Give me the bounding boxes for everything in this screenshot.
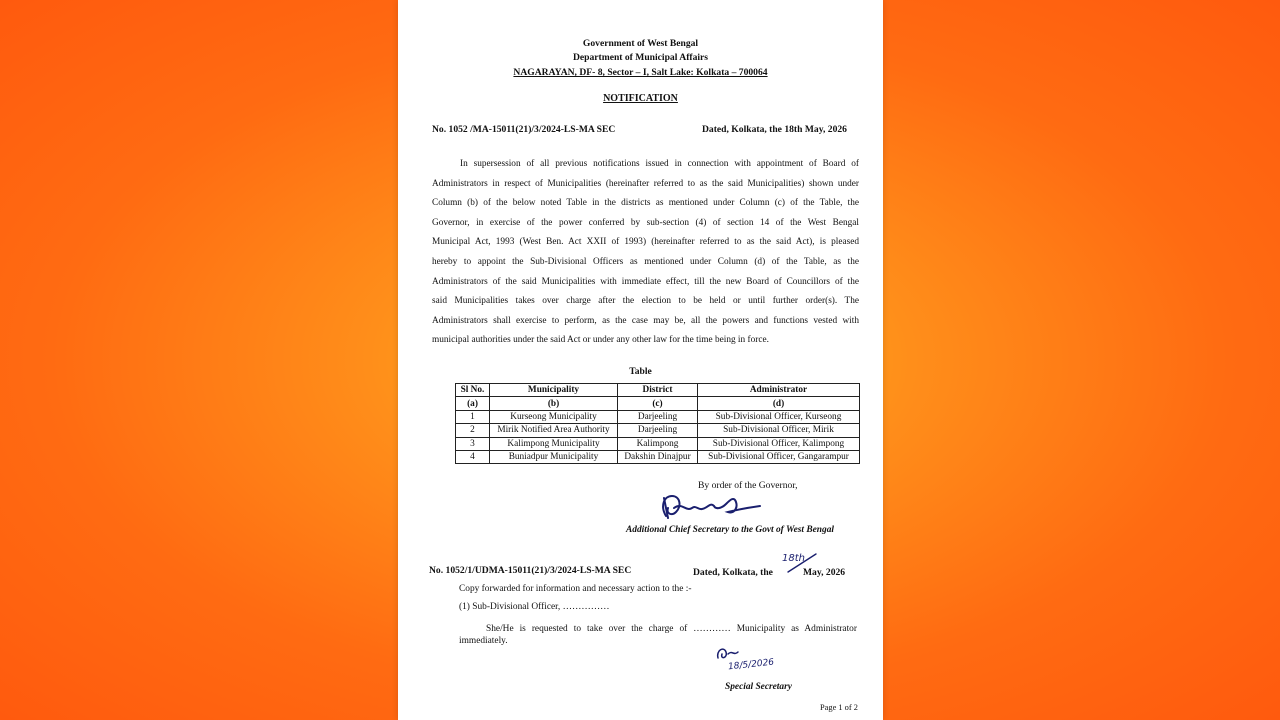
header-department: Department of Municipal Affairs [572, 52, 709, 63]
header-government: Government of West Bengal [582, 38, 699, 49]
table-header-cell: Municipality [490, 384, 618, 397]
table-cell: Buniadpur Municipality [490, 450, 618, 463]
table-caption: Table [629, 366, 652, 377]
table-subheader-row [456, 397, 860, 410]
memo2-date-suffix: May, 2026 [803, 567, 846, 578]
table-cell: Darjeeling [618, 424, 698, 437]
body-line: Administrators of the said Municipalities with immediate effect, till the new Board of Councillors of the [432, 276, 859, 287]
body-line: In supersession of all previous notifications issued in connection with appointment of Board of [460, 159, 859, 169]
memo-date: Dated, Kolkata, the 18th May, 2026 [702, 124, 847, 135]
signature-date-note: 18/5/2026 [727, 657, 775, 673]
table-cell: 4 [456, 450, 490, 463]
request-line-2: immediately. [459, 636, 508, 646]
body-line: said Municipalities takes over charge after the election to be held or until further order(s). The [432, 296, 859, 307]
table-header-cell: Administrator [698, 384, 860, 397]
request-line-1: She/He is requested to take over the charge of ………… Municipality as Administrator [486, 624, 857, 634]
table-cell: Kalimpong [618, 437, 698, 450]
table-subheader-cell: (a) [456, 397, 490, 410]
table-cell: 2 [456, 424, 490, 437]
table-cell: Sub-Divisional Officer, Gangarampur [698, 450, 860, 463]
table-cell: Kalimpong Municipality [490, 437, 618, 450]
body-line: Administrators in respect of Municipalities (hereinafter referred to as the said Municipalities) shown under [432, 178, 859, 189]
table-header-cell: Sl No. [456, 384, 490, 397]
header-address: NAGARAYAN, DF- 8, Sector – I, Salt Lake: Kolkata – 700064 [513, 67, 768, 78]
body-line: hereby to appoint the Sub-Divisional Officers as mentioned under Column (d) of the Table, as the [432, 256, 859, 267]
table-cell: Sub-Divisional Officer, Kalimpong [698, 437, 860, 450]
table-cell: Sub-Divisional Officer, Mirik [698, 424, 860, 437]
memo-number: No. 1052 /MA-15011(21)/3/2024-LS-MA SEC [432, 124, 616, 135]
recipient-line: (1) Sub-Divisional Officer, …………… [459, 602, 610, 612]
notification-title: NOTIFICATION [603, 93, 678, 104]
by-order-text: By order of the Governor, [698, 480, 798, 491]
table-row [456, 437, 860, 450]
table-subheader-cell: (b) [490, 397, 618, 410]
document-page [398, 0, 883, 720]
table-row [456, 424, 860, 437]
body-paragraph [432, 155, 859, 351]
acs-designation: Additional Chief Secretary to the Govt of West Bengal [626, 525, 834, 535]
signature-acs [656, 488, 771, 524]
handwritten-day: 18th [782, 553, 805, 564]
table-cell: 3 [456, 437, 490, 450]
table-header-cell: District [618, 384, 698, 397]
memo2-number: No. 1052/1/UDMA-15011(21)/3/2024-LS-MA SEC [429, 565, 632, 576]
body-line: Municipal Act, 1993 (West Ben. Act XXII of 1993) (hereinafter referred to as the said Act), is pleased [432, 237, 859, 248]
table-row [456, 410, 860, 423]
table-subheader-cell: (c) [618, 397, 698, 410]
special-secretary-designation: Special Secretary [725, 682, 792, 692]
table-cell: Sub-Divisional Officer, Kurseong [698, 410, 860, 423]
table-cell: Kurseong Municipality [490, 410, 618, 423]
table-cell: Mirik Notified Area Authority [490, 424, 618, 437]
table-cell: Dakshin Dinajpur [618, 450, 698, 463]
table-subheader-cell: (d) [698, 397, 860, 410]
page-number: Page 1 of 2 [820, 703, 858, 712]
table-cell: 1 [456, 410, 490, 423]
body-line: Administrators shall exercise to perform, as the case may be, all the powers and functions vested with [432, 315, 859, 326]
table-header-row [456, 384, 860, 397]
copy-forwarded-text: Copy forwarded for information and necessary action to the :- [459, 584, 692, 594]
administrators-table [455, 383, 860, 464]
memo2-date-prefix: Dated, Kolkata, the [693, 567, 773, 578]
body-line: Column (b) of the below noted Table in the districts as mentioned under Column (c) of the Table, the [432, 198, 859, 209]
table-row [456, 450, 860, 463]
table-cell: Darjeeling [618, 410, 698, 423]
body-line: municipal authorities under the said Act or under any other law for the time being in force. [432, 335, 769, 346]
body-line: Governor, in exercise of the power conferred by sub-section (4) of section 14 of the West Bengal [432, 217, 859, 228]
